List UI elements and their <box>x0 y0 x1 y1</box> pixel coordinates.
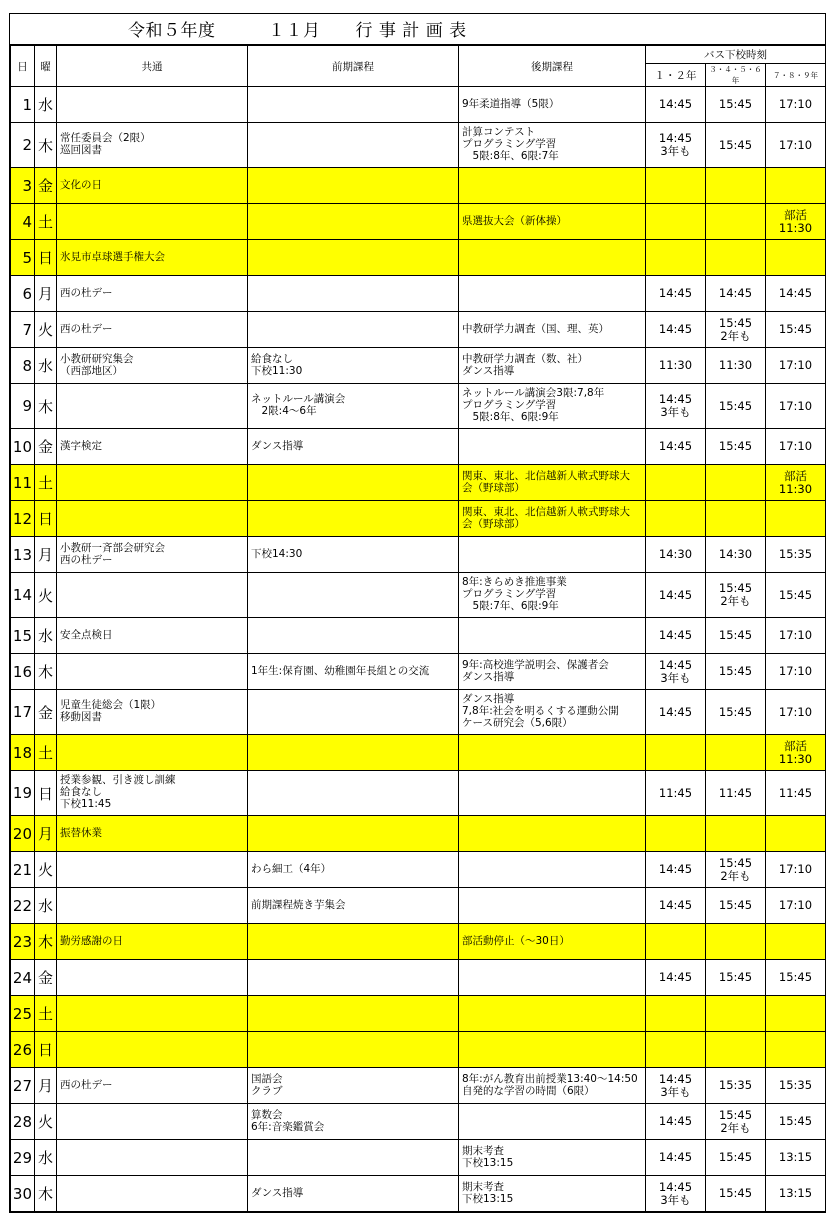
table-row <box>11 816 826 852</box>
table-row <box>11 996 826 1032</box>
weekday-cell: 月 <box>35 537 57 573</box>
late-course-cell <box>459 537 646 573</box>
common-cell <box>57 996 248 1032</box>
early-course-cell: わら細工（4年） <box>248 852 459 888</box>
bus-time-g3456 <box>706 735 766 771</box>
bus-time-g3456 <box>706 1032 766 1068</box>
bus-time-g3456: 15:45 <box>706 1176 766 1212</box>
late-course-cell: 県選抜大会（新体操） <box>459 204 646 240</box>
bus-time-g12: 14:45 <box>646 852 706 888</box>
bus-time-g12 <box>646 735 706 771</box>
table-row <box>11 573 826 618</box>
bus-time-g12 <box>646 1032 706 1068</box>
early-course-cell <box>248 501 459 537</box>
table-row <box>11 240 826 276</box>
early-course-cell: 1年生:保育園、幼稚園年長組との交流 <box>248 654 459 690</box>
early-course-cell: ダンス指導 <box>248 1176 459 1212</box>
early-course-cell <box>248 87 459 123</box>
common-cell <box>57 573 248 618</box>
common-cell <box>57 1032 248 1068</box>
early-course-cell <box>248 312 459 348</box>
early-course-cell <box>248 996 459 1032</box>
day-cell: 30 <box>11 1176 35 1212</box>
common-cell: 小教研一斉部会研究会 西の杜デー <box>57 537 248 573</box>
weekday-cell: 日 <box>35 771 57 816</box>
late-course-cell: 中教研学力調査（数、社） ダンス指導 <box>459 348 646 384</box>
late-course-cell <box>459 996 646 1032</box>
day-cell: 21 <box>11 852 35 888</box>
day-cell: 9 <box>11 384 35 429</box>
late-course-cell: 部活動停止（～30日） <box>459 924 646 960</box>
header-dow: 曜 <box>35 46 57 87</box>
common-cell: 西の杜デー <box>57 1068 248 1104</box>
bus-time-g789: 15:35 <box>766 537 826 573</box>
early-course-cell <box>248 618 459 654</box>
day-cell: 27 <box>11 1068 35 1104</box>
page-title: 令和５年度 １１月 行 事 計 画 表 <box>128 21 467 41</box>
weekday-cell: 木 <box>35 924 57 960</box>
early-course-cell <box>248 1032 459 1068</box>
common-cell: 児童生徒総会（1限） 移動図書 <box>57 690 248 735</box>
table-row <box>11 1140 826 1176</box>
late-course-cell <box>459 735 646 771</box>
table-row <box>11 960 826 996</box>
table-row <box>11 465 826 501</box>
weekday-cell: 火 <box>35 1104 57 1140</box>
weekday-cell: 水 <box>35 348 57 384</box>
bus-time-g789: 17:10 <box>766 690 826 735</box>
bus-time-g12: 14:45 <box>646 87 706 123</box>
common-cell: 勤労感謝の日 <box>57 924 248 960</box>
bus-time-g3456: 15:45 <box>706 690 766 735</box>
weekday-cell: 木 <box>35 384 57 429</box>
bus-time-g789: 11:45 <box>766 771 826 816</box>
bus-time-g12 <box>646 996 706 1032</box>
header-bus-g789: ７・８・９年 <box>766 64 826 87</box>
bus-time-g3456 <box>706 240 766 276</box>
common-cell: 西の杜デー <box>57 312 248 348</box>
bus-time-g789: 15:45 <box>766 573 826 618</box>
weekday-cell: 木 <box>35 123 57 168</box>
header-early: 前期課程 <box>248 46 459 87</box>
bus-time-g3456: 15:45 <box>706 888 766 924</box>
table-row <box>11 204 826 240</box>
common-cell <box>57 888 248 924</box>
day-cell: 26 <box>11 1032 35 1068</box>
bus-time-g789: 15:45 <box>766 960 826 996</box>
early-course-cell <box>248 168 459 204</box>
bus-time-g3456: 15:45 2年も <box>706 852 766 888</box>
bus-time-g3456 <box>706 924 766 960</box>
bus-time-g12: 14:45 <box>646 960 706 996</box>
header-bus-g3456: ３・４・５・６年 <box>706 64 766 87</box>
early-course-cell: ダンス指導 <box>248 429 459 465</box>
bus-time-g789: 17:10 <box>766 618 826 654</box>
early-course-cell: ネットルール講演会 2限:4～6年 <box>248 384 459 429</box>
table-row <box>11 924 826 960</box>
late-course-cell <box>459 618 646 654</box>
bus-time-g789: 17:10 <box>766 852 826 888</box>
early-course-cell <box>248 240 459 276</box>
weekday-cell: 日 <box>35 240 57 276</box>
late-course-cell <box>459 240 646 276</box>
early-course-cell <box>248 204 459 240</box>
early-course-cell <box>248 276 459 312</box>
bus-time-g789: 13:15 <box>766 1140 826 1176</box>
late-course-cell <box>459 852 646 888</box>
bus-time-g3456 <box>706 816 766 852</box>
table-row <box>11 537 826 573</box>
table-row <box>11 276 826 312</box>
bus-time-g3456: 15:45 2年も <box>706 573 766 618</box>
late-course-cell: 9年:高校進学説明会、保護者会 ダンス指導 <box>459 654 646 690</box>
common-cell: 授業参観、引き渡し訓練 給食なし 下校11:45 <box>57 771 248 816</box>
bus-time-g3456: 11:30 <box>706 348 766 384</box>
bus-time-g789 <box>766 168 826 204</box>
table-row <box>11 654 826 690</box>
day-cell: 11 <box>11 465 35 501</box>
bus-time-g3456 <box>706 204 766 240</box>
weekday-cell: 土 <box>35 735 57 771</box>
bus-time-g789: 15:45 <box>766 312 826 348</box>
bus-time-g789: 13:15 <box>766 1176 826 1212</box>
late-course-cell: 8年:がん教育出前授業13:40～14:50 自発的な学習の時間（6限） <box>459 1068 646 1104</box>
bus-time-g789: 15:45 <box>766 1104 826 1140</box>
bus-time-g12: 11:45 <box>646 771 706 816</box>
table-row <box>11 618 826 654</box>
common-cell <box>57 960 248 996</box>
day-cell: 15 <box>11 618 35 654</box>
late-course-cell <box>459 168 646 204</box>
late-course-cell: ダンス指導 7,8年:社会を明るくする運動公開 ケース研究会（5,6限） <box>459 690 646 735</box>
late-course-cell: 8年:きらめき推進事業 プログラミング学習 5限:7年、6限:9年 <box>459 573 646 618</box>
weekday-cell: 木 <box>35 1176 57 1212</box>
bus-time-g12: 14:45 <box>646 429 706 465</box>
day-cell: 10 <box>11 429 35 465</box>
common-cell <box>57 501 248 537</box>
header-common: 共通 <box>57 46 248 87</box>
header-bus-g12: １・２年 <box>646 64 706 87</box>
bus-time-g3456: 14:45 <box>706 276 766 312</box>
weekday-cell: 金 <box>35 429 57 465</box>
bus-time-g3456 <box>706 996 766 1032</box>
bus-time-g12: 14:45 <box>646 312 706 348</box>
weekday-cell: 木 <box>35 654 57 690</box>
weekday-cell: 金 <box>35 168 57 204</box>
day-cell: 19 <box>11 771 35 816</box>
bus-time-g789: 部活 11:30 <box>766 465 826 501</box>
day-cell: 14 <box>11 573 35 618</box>
early-course-cell <box>248 924 459 960</box>
late-course-cell: 9年柔道指導（5限） <box>459 87 646 123</box>
bus-time-g3456: 15:45 2年も <box>706 312 766 348</box>
bus-time-g789: 部活 11:30 <box>766 204 826 240</box>
common-cell <box>57 204 248 240</box>
bus-time-g3456: 15:45 <box>706 960 766 996</box>
bus-time-g12: 14:45 <box>646 618 706 654</box>
common-cell <box>57 735 248 771</box>
day-cell: 12 <box>11 501 35 537</box>
day-cell: 24 <box>11 960 35 996</box>
table-row <box>11 501 826 537</box>
table-row <box>11 1104 826 1140</box>
bus-time-g789 <box>766 501 826 537</box>
bus-time-g3456 <box>706 501 766 537</box>
bus-time-g12: 14:45 3年も <box>646 1176 706 1212</box>
bus-time-g12 <box>646 816 706 852</box>
early-course-cell: 算数会 6年:音楽鑑賞会 <box>248 1104 459 1140</box>
table-row <box>11 771 826 816</box>
bus-time-g12: 14:45 <box>646 1104 706 1140</box>
late-course-cell <box>459 771 646 816</box>
bus-time-g789: 17:10 <box>766 384 826 429</box>
header-day: 日 <box>11 46 35 87</box>
schedule-body <box>11 87 826 1212</box>
weekday-cell: 月 <box>35 816 57 852</box>
late-course-cell: 期末考査 下校13:15 <box>459 1176 646 1212</box>
bus-time-g3456: 15:45 <box>706 618 766 654</box>
bus-time-g12: 14:45 <box>646 1140 706 1176</box>
bus-time-g789 <box>766 996 826 1032</box>
table-row <box>11 312 826 348</box>
table-row <box>11 735 826 771</box>
weekday-cell: 土 <box>35 204 57 240</box>
day-cell: 16 <box>11 654 35 690</box>
early-course-cell <box>248 960 459 996</box>
weekday-cell: 月 <box>35 276 57 312</box>
early-course-cell: 下校14:30 <box>248 537 459 573</box>
late-course-cell: 関東、東北、北信越新人軟式野球大 会（野球部） <box>459 501 646 537</box>
bus-time-g3456: 11:45 <box>706 771 766 816</box>
day-cell: 13 <box>11 537 35 573</box>
late-course-cell <box>459 960 646 996</box>
day-cell: 25 <box>11 996 35 1032</box>
early-course-cell <box>248 735 459 771</box>
weekday-cell: 火 <box>35 573 57 618</box>
bus-time-g12: 14:45 3年も <box>646 654 706 690</box>
weekday-cell: 月 <box>35 1068 57 1104</box>
day-cell: 23 <box>11 924 35 960</box>
early-course-cell <box>248 771 459 816</box>
late-course-cell: 関東、東北、北信越新人軟式野球大 会（野球部） <box>459 465 646 501</box>
early-course-cell <box>248 690 459 735</box>
table-row <box>11 690 826 735</box>
common-cell <box>57 852 248 888</box>
weekday-cell: 土 <box>35 465 57 501</box>
day-cell: 17 <box>11 690 35 735</box>
day-cell: 3 <box>11 168 35 204</box>
early-course-cell <box>248 573 459 618</box>
table-row <box>11 888 826 924</box>
common-cell: 常任委員会（2限） 巡回図書 <box>57 123 248 168</box>
bus-time-g12: 14:45 3年も <box>646 1068 706 1104</box>
day-cell: 28 <box>11 1104 35 1140</box>
common-cell: 安全点検日 <box>57 618 248 654</box>
early-course-cell: 前期課程焼き芋集会 <box>248 888 459 924</box>
day-cell: 4 <box>11 204 35 240</box>
bus-time-g789 <box>766 816 826 852</box>
common-cell <box>57 1176 248 1212</box>
header-bus: バス下校時刻 <box>646 46 826 64</box>
common-cell <box>57 465 248 501</box>
bus-time-g12: 14:30 <box>646 537 706 573</box>
weekday-cell: 日 <box>35 501 57 537</box>
late-course-cell <box>459 1104 646 1140</box>
day-cell: 6 <box>11 276 35 312</box>
late-course-cell: 中教研学力調査（国、理、英） <box>459 312 646 348</box>
weekday-cell: 土 <box>35 996 57 1032</box>
bus-time-g789 <box>766 924 826 960</box>
bus-time-g12 <box>646 204 706 240</box>
bus-time-g3456: 15:45 <box>706 384 766 429</box>
bus-time-g789: 17:10 <box>766 123 826 168</box>
schedule-sheet <box>9 13 826 1213</box>
late-course-cell <box>459 276 646 312</box>
early-course-cell: 国語会 クラブ <box>248 1068 459 1104</box>
weekday-cell: 金 <box>35 960 57 996</box>
early-course-cell: 給食なし 下校11:30 <box>248 348 459 384</box>
weekday-cell: 金 <box>35 690 57 735</box>
day-cell: 8 <box>11 348 35 384</box>
day-cell: 1 <box>11 87 35 123</box>
bus-time-g789: 17:10 <box>766 888 826 924</box>
bus-time-g12: 14:45 <box>646 888 706 924</box>
common-cell: 氷見市卓球選手権大会 <box>57 240 248 276</box>
early-course-cell <box>248 123 459 168</box>
table-row <box>11 384 826 429</box>
common-cell: 振替休業 <box>57 816 248 852</box>
bus-time-g789 <box>766 240 826 276</box>
early-course-cell <box>248 816 459 852</box>
common-cell: 小教研研究集会 （西部地区） <box>57 348 248 384</box>
common-cell: 西の杜デー <box>57 276 248 312</box>
late-course-cell <box>459 888 646 924</box>
bus-time-g789: 14:45 <box>766 276 826 312</box>
late-course-cell: 計算コンテスト プログラミング学習 5限:8年、6限:7年 <box>459 123 646 168</box>
common-cell <box>57 1140 248 1176</box>
late-course-cell <box>459 816 646 852</box>
bus-time-g12 <box>646 924 706 960</box>
day-cell: 18 <box>11 735 35 771</box>
day-cell: 2 <box>11 123 35 168</box>
common-cell <box>57 654 248 690</box>
schedule-table <box>10 45 826 1212</box>
common-cell: 文化の日 <box>57 168 248 204</box>
bus-time-g789: 17:10 <box>766 348 826 384</box>
weekday-cell: 水 <box>35 888 57 924</box>
bus-time-g3456: 15:45 2年も <box>706 1104 766 1140</box>
weekday-cell: 火 <box>35 852 57 888</box>
early-course-cell <box>248 1140 459 1176</box>
common-cell: 漢字検定 <box>57 429 248 465</box>
day-cell: 22 <box>11 888 35 924</box>
bus-time-g789: 17:10 <box>766 87 826 123</box>
bus-time-g789: 17:10 <box>766 654 826 690</box>
bus-time-g3456 <box>706 465 766 501</box>
bus-time-g3456: 15:45 <box>706 1140 766 1176</box>
table-row <box>11 852 826 888</box>
common-cell <box>57 1104 248 1140</box>
bus-time-g3456: 15:45 <box>706 87 766 123</box>
bus-time-g12: 14:45 3年も <box>646 123 706 168</box>
late-course-cell: 期末考査 下校13:15 <box>459 1140 646 1176</box>
weekday-cell: 日 <box>35 1032 57 1068</box>
header-late: 後期課程 <box>459 46 646 87</box>
bus-time-g789: 15:35 <box>766 1068 826 1104</box>
bus-time-g3456: 14:30 <box>706 537 766 573</box>
weekday-cell: 水 <box>35 1140 57 1176</box>
bus-time-g789 <box>766 1032 826 1068</box>
bus-time-g3456 <box>706 168 766 204</box>
bus-time-g12 <box>646 501 706 537</box>
bus-time-g12 <box>646 465 706 501</box>
table-row <box>11 1032 826 1068</box>
bus-time-g12: 14:45 3年も <box>646 384 706 429</box>
late-course-cell: ネットルール講演会3限:7,8年 プログラミング学習 5限:8年、6限:9年 <box>459 384 646 429</box>
bus-time-g3456: 15:45 <box>706 429 766 465</box>
table-row <box>11 123 826 168</box>
day-cell: 5 <box>11 240 35 276</box>
table-row <box>11 348 826 384</box>
table-row <box>11 168 826 204</box>
late-course-cell <box>459 1032 646 1068</box>
table-row <box>11 1176 826 1212</box>
table-row <box>11 429 826 465</box>
day-cell: 20 <box>11 816 35 852</box>
common-cell <box>57 87 248 123</box>
bus-time-g3456: 15:45 <box>706 123 766 168</box>
bus-time-g789: 部活 11:30 <box>766 735 826 771</box>
bus-time-g12: 11:30 <box>646 348 706 384</box>
day-cell: 29 <box>11 1140 35 1176</box>
bus-time-g12 <box>646 240 706 276</box>
title-row <box>10 14 825 45</box>
table-row <box>11 1068 826 1104</box>
early-course-cell <box>248 465 459 501</box>
bus-time-g12: 14:45 <box>646 276 706 312</box>
bus-time-g3456: 15:35 <box>706 1068 766 1104</box>
bus-time-g12: 14:45 <box>646 573 706 618</box>
bus-time-g12 <box>646 168 706 204</box>
late-course-cell <box>459 429 646 465</box>
table-row <box>11 87 826 123</box>
bus-time-g3456: 15:45 <box>706 654 766 690</box>
bus-time-g789: 17:10 <box>766 429 826 465</box>
weekday-cell: 水 <box>35 618 57 654</box>
weekday-cell: 水 <box>35 87 57 123</box>
common-cell <box>57 384 248 429</box>
bus-time-g12: 14:45 <box>646 690 706 735</box>
day-cell: 7 <box>11 312 35 348</box>
weekday-cell: 火 <box>35 312 57 348</box>
